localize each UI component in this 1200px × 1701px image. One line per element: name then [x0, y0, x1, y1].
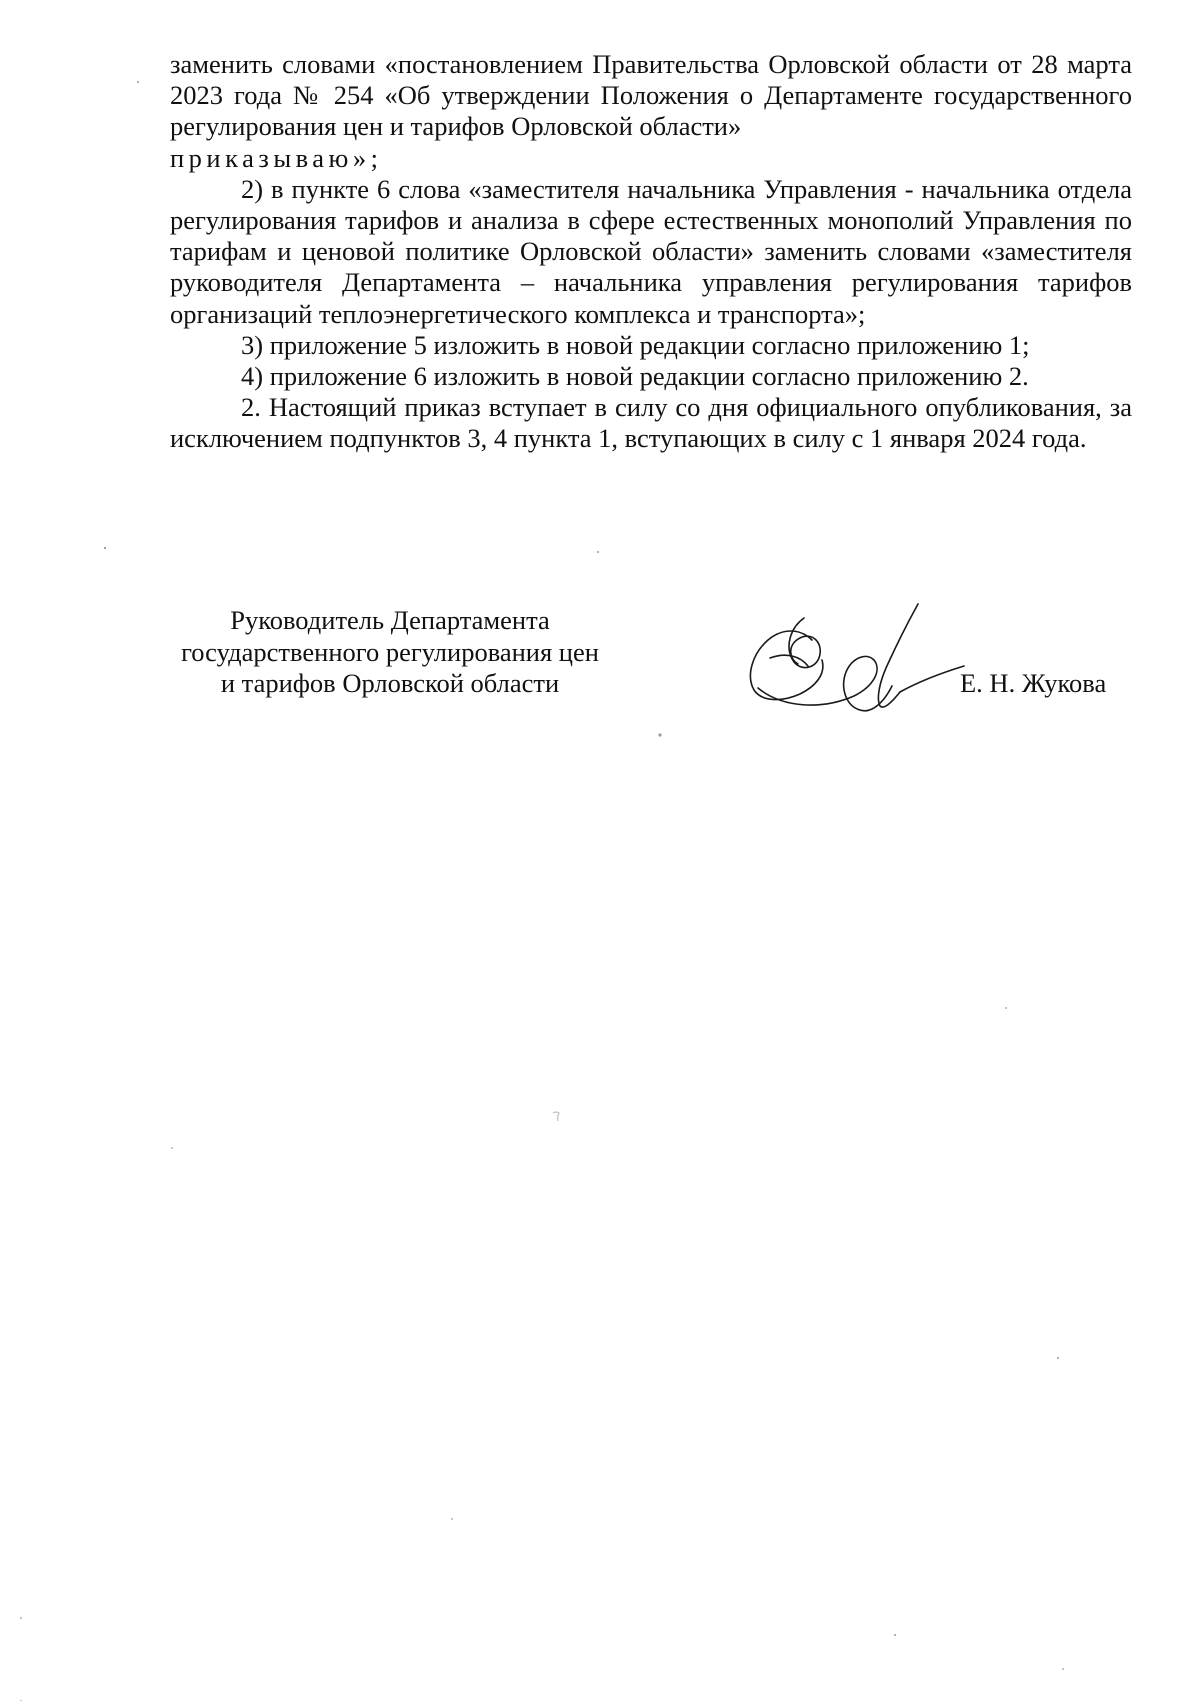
paragraph-item-4: 4) приложение 6 изложить в новой редакции согласно приложению 2. [241, 361, 1029, 392]
paragraph-text: заменить словами «постановлением Правительства Орловской области от 28 марта 2023 года № 254 «Об утверждении Положения о Департаменте государственного регулирования цен и тарифов Орловской области» [170, 49, 1132, 142]
signatory-title [150, 605, 630, 700]
prikazyvayu-word: приказываю»; [170, 142, 383, 173]
paragraph-replacement-clause [170, 49, 1132, 174]
paragraph-item-3: 3) приложение 5 изложить в новой редакции согласно приложению 1; [241, 329, 1030, 360]
signatory-title-line: государственного регулирования цен [181, 636, 599, 667]
signatory-title-line: Руководитель Департамента [230, 605, 550, 635]
document-body [170, 49, 1132, 455]
signatory-name: Е. Н. Жукова [960, 668, 1107, 698]
signatory-title-line: и тарифов Орловской области [220, 668, 560, 698]
paragraph-item-2: 2) в пункте 6 слова «заместителя начальника Управления - начальника отдела регулирования тарифов и анализа в сфере естественных монополий Управления по тарифам и ценовой политике Орловской области» заменить словами «заместителя руководителя Департамента – начальника управления регулирования тарифов организаций теплоэнергетического комплекса и транспорта»; [170, 173, 1132, 329]
paragraph-effective-date: 2. Настоящий приказ вступает в силу со дня официального опубликования, за исключением подпунктов 3, 4 пункта 1, вступающих в силу с 1 января 2024 года. [170, 392, 1132, 454]
handwritten-signature [742, 598, 972, 720]
